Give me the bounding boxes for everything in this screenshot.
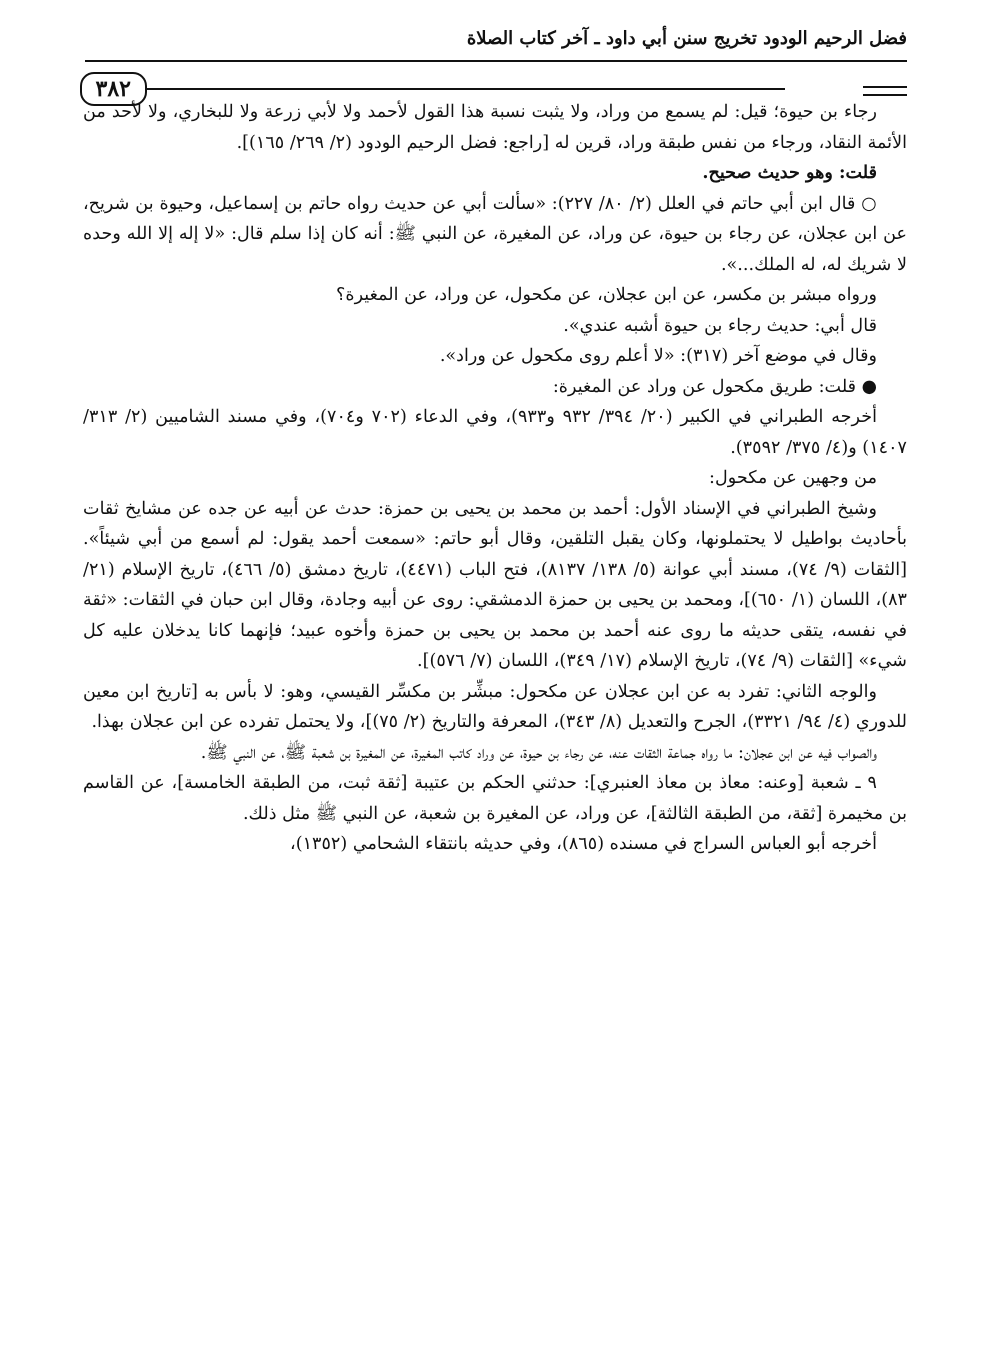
paragraph: ورواه مبشر بن مكسر، عن ابن عجلان، عن مكحول، عن وراد، عن المغيرة؟ [336,285,877,305]
page-header [85,20,907,102]
header-rule-lower [85,88,785,90]
paragraph: وشيخ الطبراني في الإسناد الأول: أحمد بن محمد بن يحيى بن حمزة: حدث عن أبيه عن جده عن مشايخ ثقات بأحاديث بواطيل لا يحتملونها، وكان يقبل التلقين، وقال أبو حاتم: «سمعت أحمد يقول: لم أسمع من أبي شيئاً». [الثقات (٩/ ٧٤)، مسند أبي عوانة (٥/ ١٣٨/ ٨١٣٧)، فتح الباب (٤٤٧١)، تاريخ دمشق (٥/ ٤٦٦)، تاريخ الإسلام (٢١/ ٨٣)، اللسان (١/ ٦٥٠)]، ومحمد بن يحيى بن حمزة الدمشقي: روى عن أبيه وجادة، وقال ابن حبان في الثقات: «ثقة في نفسه، يتقى حديثه ما روى عنه أحمد بن محمد بن يحيى بن حمزة وأخوه عبيد؛ فإنهما كانا يدخلان عليه كل شيء» [الثقات (٩/ ٧٤)، تاريخ الإسلام (١٧/ ٣٤٩)، اللسان (٧/ ٥٧٦)]. [83,498,907,671]
main-text [83,97,907,860]
paragraph: قلت: وهو حديث صحيح. [702,162,877,183]
paragraph: ● قلت: طريق مكحول عن وراد عن المغيرة: [552,376,877,397]
paragraph: ٩ ـ شعبة [وعنه: معاذ بن معاذ العنبري]: حدثني الحكم بن عتيبة [ثقة ثبت، من الطبقة الخامسة]، عن القاسم بن مخيمرة [ثقة، من الطبقة الثالثة]، عن وراد، عن المغيرة بن شعبة، عن النبي ﷺ مثل ذلك. [83,773,907,824]
paragraph: رجاء بن حيوة؛ قيل: لم يسمع من وراد، ولا يثبت نسبة هذا القول لأحمد ولا لأبي زرعة ولا للبخاري، ولا لأحد من الأئمة النقاد، ورجاء من نفس طبقة وراد، قرين له [راجع: فضل الرحيم الودود (٢/ ٢٦٩/ ١٦٥)]. [83,102,907,153]
paragraph: أخرجه الطبراني في الكبير (٢٠/ ٣٩٤/ ٩٣٢ و٩٣٣)، وفي الدعاء (٧٠٢ و٧٠٤)، وفي مسند الشاميين (٢/ ٣١٣/ ١٤٠٧) و(٤/ ٣٧٥/ ٣٥٩٢). [83,407,907,458]
page-number: ٣٨٢ [80,72,147,106]
paragraph: والصواب فيه عن ابن عجلان: ما رواه جماعة الثقات عنه، عن رجاء بن حيوة، عن وراد كاتب المغيرة، عن المغيرة بن شعبة ﷺ، عن النبي ﷺ. [200,742,877,763]
paragraph: قال أبي: حديث رجاء بن حيوة أشبه عندي». [563,315,877,336]
header-rule [85,60,907,62]
paragraph: وقال في موضع آخر (٣١٧): «لا أعلم روى مكحول عن وراد». [439,346,877,366]
header-ornament-line [863,86,907,96]
running-title: فضل الرحيم الودود تخريج سنن أبي داود ـ آخر كتاب الصلاة [466,28,907,49]
paragraph: أخرجه أبو العباس السراج في مسنده (٨٦٥)، وفي حديثه بانتقاء الشحامي (١٣٥٢)، [290,834,877,854]
paragraph: والوجه الثاني: تفرد به عن ابن عجلان عن مكحول: مبشِّر بن مكسِّر القيسي، وهو: لا بأس به [تاريخ ابن معين للدوري (٤/ ٩٤/ ٣٣٢١)، الجرح والتعديل (٨/ ٣٤٣)، المعرفة والتاريخ (٢/ ٧٥)]، ولا يحتمل تفرده عن ابن عجلان بهذا. [83,681,907,732]
paragraph: من وجهين عن مكحول: [709,468,877,488]
paragraph: ○ قال ابن أبي حاتم في العلل (٢/ ٨٠/ ٢٢٧): «سألت أبي عن حديث رواه حاتم بن إسماعيل، وحيوة بن شريح، عن ابن عجلان، عن رجاء بن حيوة، عن وراد، عن المغيرة، عن النبي ﷺ: أنه كان إذا سلم قال: «لا إله إلا الله وحده لا شريك له، له الملك...». [83,193,907,275]
